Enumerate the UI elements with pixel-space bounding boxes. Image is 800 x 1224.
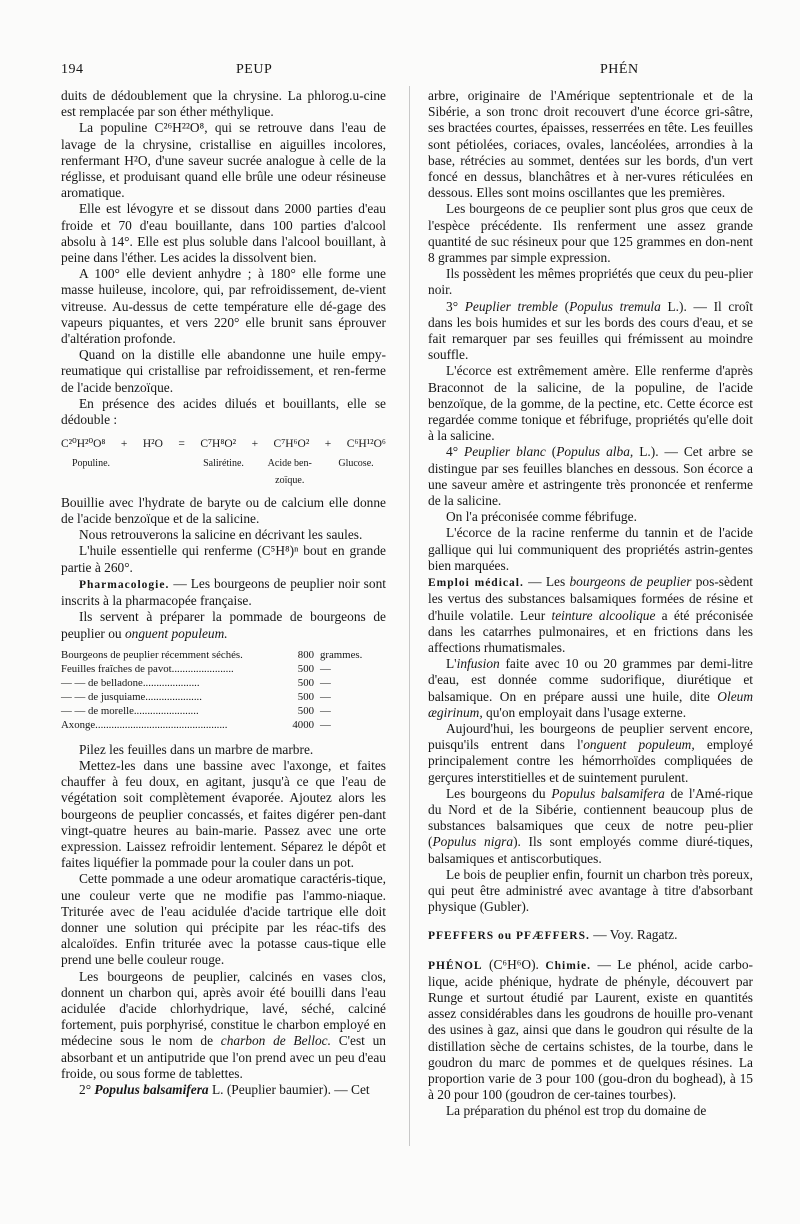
paragraph: Aujourd'hui, les bourgeons de peuplier servent encore, puisqu'ils entrent dans l'onguent populeum, employé principalement contre les hémorrhoïdes compliquées de gerçures interstitielles et de suintement purulent. [428, 720, 753, 785]
recipe-unit: grammes. [320, 648, 363, 661]
paragraph: Les bourgeons de ce peuplier sont plus gros que ceux de l'espèce précédente. Ils renferment une assez grande quantité de suc résineux pour que 125 grammes en don-nent 8 grammes par simple expression. [428, 201, 753, 266]
recipe-item: — — de belladone..................... [61, 676, 200, 689]
eq-label: Acide ben-zoïque. [267, 458, 312, 486]
eq-operator: + [324, 438, 332, 451]
paragraph: La préparation du phénol est trop du domaine de [446, 1103, 707, 1119]
page-number: 194 [61, 62, 84, 77]
eq-operator: + [251, 438, 259, 451]
recipe-row [61, 676, 386, 690]
recipe-qty: 500 [297, 690, 314, 703]
paragraph: L'écorce de la racine renferme du tannin et de l'acide gallique qui lui communiquent des propriétés astrin-gentes bien marquées. [428, 525, 753, 573]
left-running-head: PEUP [236, 62, 273, 77]
section-heading: Emploi médical. [428, 577, 524, 590]
recipe-row [61, 718, 386, 732]
recipe-qty: 500 [297, 676, 314, 689]
recipe-item: Bourgeons de peuplier récemment séchés. [61, 648, 243, 661]
recipe-row [61, 704, 386, 718]
recipe-row [61, 648, 386, 662]
paragraph: En présence des acides dilués et bouillants, elle se dédouble : [61, 395, 386, 428]
eq-label: Salirétine. [203, 458, 244, 470]
section-heading: Pharmacologie. [79, 578, 170, 591]
paragraph: Emploi médical. — Les bourgeons de peuplier pos-sèdent les vertus des substances balsamiques formées de résine et d'huile volatile. Leur teinture alcoolique a été préconisée dans les catarrhes pulmonaires, et en frictions dans les affections rhumatismales. [428, 574, 754, 655]
eq-term: H²O [142, 438, 163, 451]
left-column [61, 88, 386, 1098]
eq-operator: = [178, 438, 185, 451]
paragraph: Elle est lévogyre et se dissout dans 2000 parties d'eau froide et 70 d'eau bouillante, dans 100 parties d'alcool absolu à 14°. Elle est plus soluble dans l'alcool bouillant, à peine dans l'éther. Les acides la dissolvent bien. [61, 201, 386, 266]
paragraph: Cette pommade a une odeur aromatique caractéris-tique, une couleur verte que ne modifie pas l'ammo-niaque. Triturée avec de l'eau acidulée d'acide tartrique elle doit donner une solution qui précipite par les réac-tifs des alcaloïdes. Enfin triturée avec la potasse caus-tique elle prend une belle couleur rouge. [61, 871, 386, 968]
right-running-head: PHÉN [600, 62, 639, 77]
paragraph: Bouillie avec l'hydrate de baryte ou de calcium elle donne de l'acide benzoïque et de la salicine. [61, 494, 386, 527]
eq-label: Glucose. [338, 458, 374, 470]
recipe-qty: 500 [297, 662, 314, 675]
paragraph: L'écorce est extrêmement amère. Elle renferme d'après Braconnot de la salicine, de la populine, de l'acide benzoïque, de la gomme, de la pectine, etc. Cette écorce est regardée comme tonique et fébrifuge, propriétés qu'elle doit à la salicine. [428, 363, 753, 444]
eq-operator: + [120, 438, 128, 451]
eq-term: C²⁰H²⁰O⁸ [61, 438, 106, 451]
entry-phenol: PHÉNOL (C⁶H⁶O). Chimie. — Le phénol, acide carbo-lique, acide phénique, hydrate de phényle, découvert par Runge et surtout étudié par Laurent, existe en quantités assez considérables dans les goudrons de houille pro-venant des usines à gaz, ainsi que dans le goudron qui résulte de la distillation sèche de certains schistes, de la tourbe, dans le goudron du marc de pommes et de quelques résines. La proportion varie de 3 pour 100 (gou-dron du boghead), à 15 à 20 pour 100 (goudron de cer-taines tourbes). [428, 956, 753, 1103]
recipe-unit: — [320, 718, 331, 731]
eq-term: C⁶H¹²O⁶ [346, 438, 386, 451]
column-divider [409, 86, 410, 1146]
paragraph: arbre, originaire de l'Amérique septentrionale et de la Sibérie, a son tronc droit recouvert d'une écorce gri-sâtre, ses bractées courtes, épaisses, resserrées en tête. Les feuilles sont pétiolées, coriaces, ovales, lancéolées, arrondies à la base, rétrécies au sommet, dentées sur les bords, d'un vert foncé en dessus, blanchâtres et à ner-vures réticulées en dessous. Elles sont moins oscillantes que les premières. [428, 88, 753, 201]
recipe-item: — — de morelle........................ [61, 704, 199, 717]
recipe-row [61, 690, 386, 704]
recipe-qty: 800 [297, 648, 314, 661]
recipe-qty: 500 [297, 704, 314, 717]
paragraph: Le bois de peuplier enfin, fournit un charbon très poreux, qui peut être administré avec avantage à titre d'absorbant physique (Gubler). [428, 866, 753, 915]
eq-label: Populine. [71, 458, 111, 470]
recipe-unit: — [320, 690, 331, 703]
recipe-item: — — de jusquiame..................... [61, 690, 202, 703]
recipe-unit: — [320, 662, 331, 675]
paragraph: Pharmacologie. — Les bourgeons de peuplier noir sont inscrits à la pharmacopée française. [61, 575, 386, 609]
paragraph: Nous retrouverons la salicine en décrivant les saules. [79, 527, 363, 543]
paragraph: Ils servent à préparer la pommade de bourgeons de peuplier ou onguent populeum. [61, 609, 386, 641]
paragraph: Ils possèdent les mêmes propriétés que ceux du peu-plier noir. [428, 266, 753, 298]
paragraph: 4° Peuplier blanc (Populus alba, L.). — Cet arbre se distingue par ses feuilles blanches en dessous. Son écorce a une saveur amère et astringente très prononcée et renferme de la salicine. [428, 444, 753, 509]
paragraph: 2° Populus balsamifera L. (Peuplier baumier). — Cet [79, 1081, 370, 1097]
chemical-equation [61, 436, 386, 489]
recipe-qty: 4000 [292, 718, 314, 731]
recipe-unit: — [320, 704, 331, 717]
entry-heading: PHÉNOL [428, 959, 483, 972]
paragraph: L'infusion faite avec 10 ou 20 grammes par demi-litre d'eau, est donnée comme sudorifique, diurétique et balsamique. On en prépare aussi une huile, dite Oleum ægirinum, qu'on employait dans l'usage externe. [428, 656, 753, 720]
right-column [428, 88, 753, 1120]
entry-heading: PFEFFERS ou PFÆFFERS. [428, 930, 590, 943]
recipe-item: Feuilles fraîches de pavot....................... [61, 662, 234, 675]
recipe-unit: — [320, 676, 331, 689]
recipe-row [61, 662, 386, 676]
paragraph: Pilez les feuilles dans un marbre de marbre. [79, 741, 314, 757]
paragraph: Les bourgeons de peuplier, calcinés en vases clos, donnent un charbon qui, après avoir été bouilli dans l'eau acidulée d'acide chlorhydrique, lavé, séché, calciné fortement, puis porphyrisé, constitue le charbon employé en médecine sous le nom de charbon de Belloc. C'est un absorbant et un antiputride que l'on prend avec un peu d'eau froide, ou sous forme de tablettes. [61, 968, 387, 1081]
paragraph: A 100° elle devient anhydre ; à 180° elle forme une masse huileuse, incolore, qui, par refroidissement, de-vient vitreuse. Au-dessus de cette température elle dé-gage des vapeurs piquantes, et vers 220° elle brunit sans éprouver d'altération profonde. [61, 266, 386, 347]
eq-term: C⁷H⁸O² [200, 438, 237, 451]
paragraph: Quand on la distille elle abandonne une huile empy-reumatique qui cristallise par refroidissement, et ren-ferme de l'acide benzoïque. [61, 347, 386, 395]
paragraph: Les bourgeons du Populus balsamifera de l'Amé-rique du Nord et de la Sibérie, contiennent beaucoup plus de substances balsamiques que ceux de notre peu-plier (Populus nigra). Ils sont employés comme diuré-tiques, balsamiques et antiscorbutiques. [428, 785, 754, 866]
recipe-table [61, 648, 386, 732]
entry-pfeffers: PFEFFERS ou PFÆFFERS. — Voy. Ragatz. [428, 927, 678, 943]
paragraph: Mettez-les dans une bassine avec l'axonge, et faites chauffer à feu doux, en agitant, jusqu'à ce que l'eau de végétation soit complètement évaporée. Ajoutez alors les bourgeons de peuplier concassés, et faites digérer pen-dant vingt-quatre heures au bain-marie. Passez avec une orte expression. Laissez refroidir lentement. Séparez le dépôt et faites liquéfier la pommade pour la couler dans un pot. [61, 757, 386, 871]
paragraph: L'huile essentielle qui renferme (C⁵H⁸)ⁿ bout en grande partie à 260°. [61, 543, 386, 575]
recipe-item: Axonge................................................. [61, 718, 228, 731]
paragraph: duits de dédoublement que la chrysine. La phlorog.u-cine est remplacée par son éther méthylique. [61, 88, 386, 120]
paragraph: La populine C²⁶H²²O⁸, qui se retrouve dans l'eau de lavage de la chrysine, cristallise en aiguilles incolores, renfermant H²O, d'une saveur sucrée analogue à celle de la réglisse, et produisant quand elle brûle une odeur résineuse aromatique. [61, 120, 386, 201]
paragraph: On l'a préconisée comme fébrifuge. [446, 509, 637, 525]
eq-term: C⁷H⁶O² [273, 438, 310, 451]
paragraph: 3° Peuplier tremble (Populus tremula L.). — Il croît dans les bois humides et sur les bords des cours d'eau, et se fait remarquer par ses feuilles qui frémissent au moindre souffle. [428, 298, 753, 363]
